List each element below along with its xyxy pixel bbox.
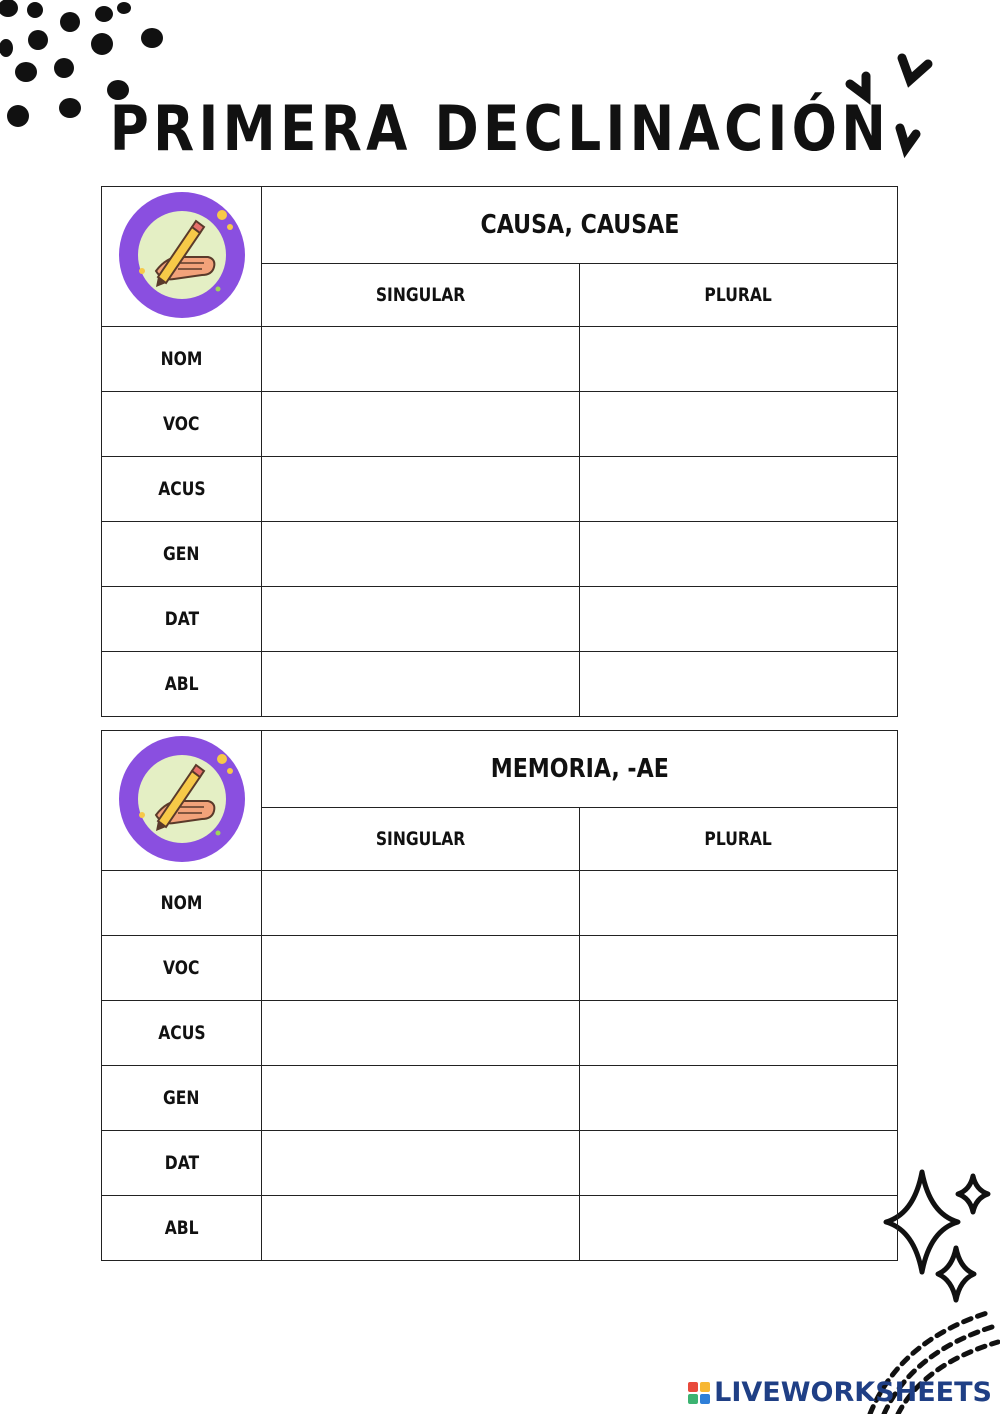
case-label: VOC [102, 392, 262, 457]
hand-writing-icon [118, 191, 246, 319]
watermark [688, 1377, 992, 1408]
case-label: ABL [102, 1196, 262, 1261]
case-label: DAT [102, 587, 262, 652]
answer-cell-plural[interactable] [580, 936, 898, 1001]
case-label: DAT [102, 1131, 262, 1196]
page-title: PRIMERA DECLINACIÓN [109, 92, 891, 165]
answer-cell-plural[interactable] [580, 652, 898, 717]
word-heading: CAUSA, CAUSAE [262, 187, 898, 264]
case-label: VOC [102, 936, 262, 1001]
answer-cell-singular[interactable] [262, 936, 580, 1001]
answer-cell-singular[interactable] [262, 1196, 580, 1261]
case-label: ACUS [102, 457, 262, 522]
answer-cell-singular[interactable] [262, 522, 580, 587]
case-label: NOM [102, 327, 262, 392]
answer-cell-plural[interactable] [580, 457, 898, 522]
answer-cell-plural[interactable] [580, 392, 898, 457]
answer-cell-singular[interactable] [262, 327, 580, 392]
case-label: NOM [102, 871, 262, 936]
case-label: GEN [102, 522, 262, 587]
liveworksheets-logo-icon [688, 1382, 710, 1404]
answer-cell-plural[interactable] [580, 871, 898, 936]
answer-cell-plural[interactable] [580, 587, 898, 652]
word-heading: MEMORIA, -AE [262, 731, 898, 808]
answer-cell-plural[interactable] [580, 1001, 898, 1066]
answer-cell-singular[interactable] [262, 1066, 580, 1131]
declension-table-causa [101, 186, 898, 717]
answer-cell-singular[interactable] [262, 1001, 580, 1066]
icon-cell [102, 731, 262, 871]
answer-cell-plural[interactable] [580, 327, 898, 392]
icon-cell [102, 187, 262, 327]
header-plural: PLURAL [580, 808, 898, 871]
answer-cell-singular[interactable] [262, 652, 580, 717]
case-label: ABL [102, 652, 262, 717]
answer-cell-plural[interactable] [580, 522, 898, 587]
answer-cell-singular[interactable] [262, 392, 580, 457]
answer-cell-plural[interactable] [580, 1066, 898, 1131]
header-plural: PLURAL [580, 264, 898, 327]
answer-cell-plural[interactable] [580, 1131, 898, 1196]
watermark-text: LIVEWORKSHEETS [714, 1377, 992, 1408]
answer-cell-singular[interactable] [262, 457, 580, 522]
header-singular: SINGULAR [262, 264, 580, 327]
declension-table-memoria [101, 730, 898, 1261]
header-singular: SINGULAR [262, 808, 580, 871]
answer-cell-singular[interactable] [262, 1131, 580, 1196]
hand-writing-icon [118, 735, 246, 863]
case-label: ACUS [102, 1001, 262, 1066]
case-label: GEN [102, 1066, 262, 1131]
answer-cell-singular[interactable] [262, 587, 580, 652]
answer-cell-singular[interactable] [262, 871, 580, 936]
answer-cell-plural[interactable] [580, 1196, 898, 1261]
